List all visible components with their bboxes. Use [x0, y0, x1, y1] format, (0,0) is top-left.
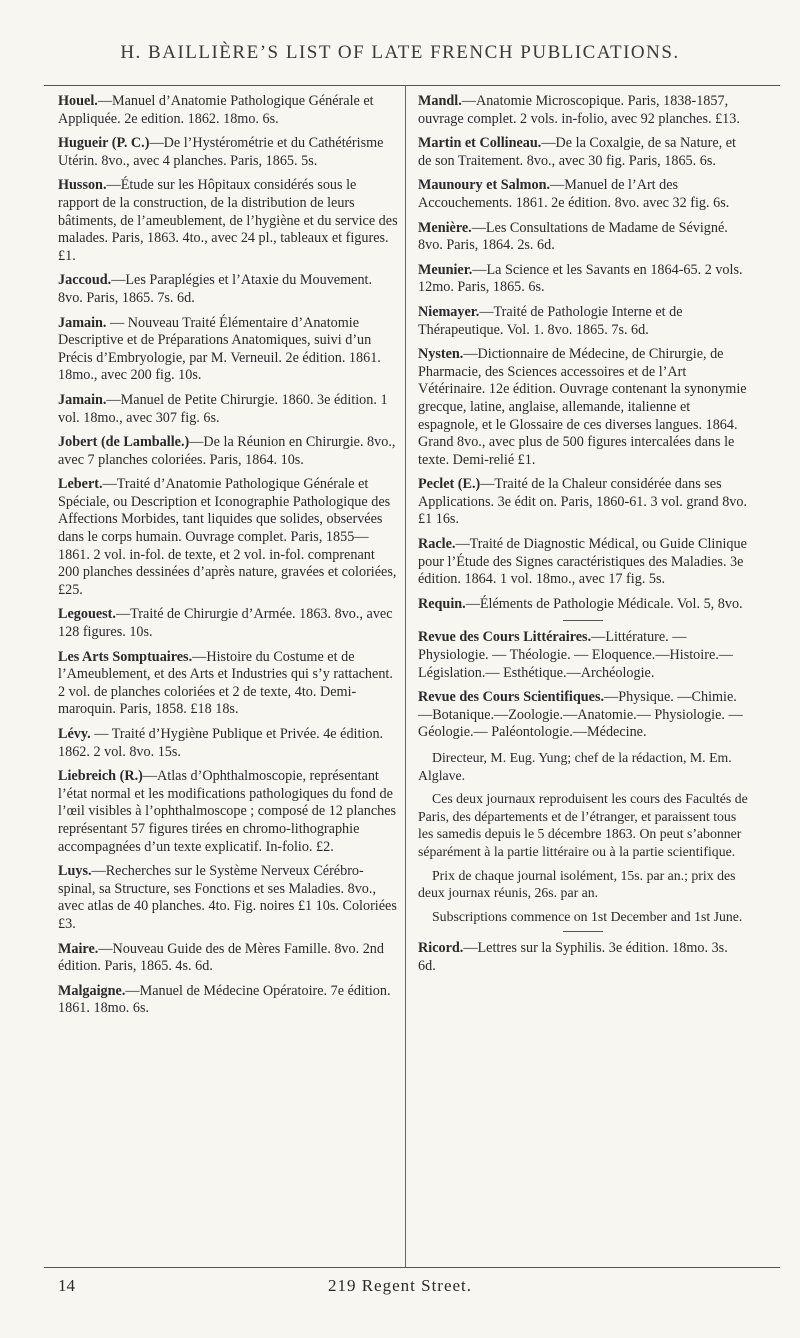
revue-note: Directeur, M. Eug. Yung; chef de la rédaction, M. Em. Alglave. — [418, 750, 732, 783]
entry-author: Luys. — [58, 863, 92, 880]
entry-description: —Manuel de Médecine Opératoire. 7e édition. 1861. 18mo. 6s. — [58, 982, 391, 1017]
catalogue-entry — [58, 726, 398, 761]
catalogue-entry — [58, 392, 398, 427]
entry-description: —Traité d’Anatomie Pathologique Générale et Spéciale, ou Description et Iconographie Pathologique des Affections Morbides, tant liquides que solides, observées dans le corps humain. Ouvrage complet. Paris, 1855—1861. 2 vol. in-fol. de texte, et 2 vol. in-fol. comprenant 200 planches dessinées d’après nature, gravées et coloriées, £25. — [58, 476, 397, 598]
section-separator — [563, 931, 603, 932]
entry-author: Menière. — [418, 219, 472, 236]
entry-description: —Histoire du Costume et de l’Ameublement, et des Arts et Industries qui s’y rattachent. 2 vol. de planches coloriées et 2 de texte, 4to. Demi-maroquin. Paris, 1858. £18 18s. — [58, 648, 393, 718]
catalogue-entry — [418, 536, 748, 589]
entry-description: —Anatomie Microscopique. Paris, 1838-1857, ouvrage complet. 2 vols. in-folio, avec 92 planches. £13. — [418, 93, 740, 127]
entry-author: Jaccoud. — [58, 272, 112, 289]
revue-note: Subscriptions commence on 1st December and 1st June. — [432, 908, 743, 924]
entry-author: Martin et Collineau. — [418, 135, 542, 152]
entry-author: Revue des Cours Littéraires. — [418, 629, 592, 646]
entry-description: —Recherches sur le Système Nerveux Cérébro-spinal, sa Structure, ses Fonctions et ses Maladies. 8vo., avec atlas de 40 planches. 4to. Fig. noires £1 10s. Coloriées £3. — [58, 863, 397, 932]
entry-description: —La Science et les Savants en 1864-65. 2 vols. 12mo. Paris, 1865. 6s. — [418, 261, 743, 296]
catalogue-entry — [418, 93, 748, 128]
entry-description: —Manuel de Petite Chirurgie. 1860. 3e édition. 1 vol. 18mo., avec 307 fig. 6s. — [58, 391, 388, 426]
entry-author: Nysten. — [418, 346, 464, 363]
entry-description: —Manuel de l’Art des Accouchements. 1861. 2e édition. 8vo. avec 32 fig. 6s. — [418, 177, 730, 211]
entry-author: Mandl. — [418, 93, 462, 109]
entry-author: Legouest. — [58, 606, 116, 623]
catalogue-entry — [58, 941, 398, 976]
entry-author: Lévy. — [58, 726, 91, 742]
entry-author: Maire. — [58, 940, 99, 957]
header-rule — [44, 85, 780, 86]
entry-description: —Étude sur les Hôpitaux considérés sous le rapport de la construction, de la distribution de leurs bâtiments, de l’ameublement, de l’hygiène et du service des malades. Paris, 1863. 4to., avec 24 pl., tableaux et figures. £1. — [58, 177, 398, 264]
entry-description: —Littérature. — Physiologie. — Théologie. — Eloquence.—Histoire.—Législation.— Esthétique.—Archéologie. — [418, 629, 733, 681]
catalogue-entry — [58, 177, 398, 265]
entry-description: — Traité d’Hygiène Publique et Privée. 4e édition. 1862. 2 vol. 8vo. 15s. — [58, 726, 384, 760]
revue-entries — [418, 629, 748, 742]
catalogue-entry — [418, 346, 748, 469]
entry-description: —Traité de la Chaleur considérée dans ses Applications. 3e édit on. Paris, 1860-61. 3 vol. grand 8vo. £1 16s. — [418, 476, 748, 528]
footer-rule — [44, 1267, 780, 1268]
entry-description: —Nouveau Guide des de Mères Famille. 8vo. 2nd édition. Paris, 1865. 4s. 6d. — [58, 940, 384, 975]
entry-description: —Physique. —Chimie.—Botanique.—Zoologie.—Anatomie.— Physiologie. — Géologie.— Paléontologie.—Médecine. — [418, 689, 743, 741]
catalogue-entry — [418, 689, 748, 742]
entry-description: —Les Paraplégies et l’Ataxie du Mouvement. 8vo. Paris, 1865. 7s. 6d. — [58, 272, 373, 306]
catalogue-entry — [58, 476, 398, 599]
entry-author: Revue des Cours Scientifiques. — [418, 689, 605, 706]
entry-author: Hugueir (P. C.) — [58, 135, 150, 152]
entry-author: Jobert (de Lamballe.) — [58, 434, 190, 451]
revue-notes — [418, 749, 748, 925]
column-divider — [405, 85, 406, 1267]
entry-author: Houel. — [58, 93, 98, 109]
entry-description: —Manuel d’Anatomie Pathologique Générale et Appliquée. 2e edition. 1862. 18mo. 6s. — [58, 93, 374, 127]
entry-description: —Dictionnaire de Médecine, de Chirurgie, de Pharmacie, des Sciences accessoires et de l’Art Vétérinaire. 12e édition. Ouvrage contenant la synonymie grecque, latine, anglaise, allemande, italienne et espagnole, et le Glossaire de ces diverses langues. 1864. Grand 8vo., avec plus de 500 figures intercalées dans le texte. Demi-relié £1. — [418, 346, 747, 468]
entry-author: Requin. — [418, 595, 466, 612]
entry-author: Meunier. — [418, 261, 473, 278]
catalogue-entry — [58, 863, 398, 933]
entry-description: —De la Réunion en Chirurgie. 8vo., avec 7 planches coloriées. Paris, 1864. 10s. — [58, 434, 396, 468]
entry-description: —Traité de Chirurgie d’Armée. 1863. 8vo., avec 128 figures. 10s. — [58, 606, 393, 641]
catalogue-entry — [418, 262, 748, 297]
entry-description: — Nouveau Traité Élémentaire d’Anatomie Descriptive et de Préparations Anatomiques, suivi d’un Précis d’Embryologie, par M. Verneuil. 2e édition. 1861. 18mo., avec 200 fig. 10s. — [58, 314, 381, 384]
entry-author: Les Arts Somptuaires. — [58, 648, 193, 665]
catalogue-entry — [58, 272, 398, 307]
entry-description: —De l’Hystérométrie et du Cathétérisme Utérin. 8vo., avec 4 planches. Paris, 1865. 5s. — [58, 135, 384, 169]
catalogue-entry — [418, 596, 748, 614]
entry-description: —Traité de Pathologie Interne et de Thérapeutique. Vol. 1. 8vo. 1865. 7s. 6d. — [418, 303, 683, 338]
catalogue-entry — [418, 135, 748, 170]
catalogue-entry — [58, 983, 398, 1018]
right-column — [418, 93, 748, 1266]
entry-author: Ricord. — [418, 940, 464, 957]
entry-description: —Les Consultations de Madame de Sévigné. 8vo. Paris, 1864. 2s. 6d. — [418, 219, 728, 254]
entry-author: Lebert. — [58, 476, 103, 493]
entry-author: Niemayer. — [418, 303, 480, 320]
entry-author: Racle. — [418, 536, 456, 553]
catalogue-entry — [418, 220, 748, 255]
catalogue-entry — [58, 649, 398, 719]
entry-author: Liebreich (R.) — [58, 768, 143, 785]
catalogue-entry — [58, 768, 398, 856]
catalogue-entry — [58, 315, 398, 385]
catalogue-entry — [58, 434, 398, 469]
entry-author: Jamain. — [58, 391, 107, 408]
entry-author: Peclet (E.) — [418, 476, 481, 493]
entry-description: —Traité de Diagnostic Médical, ou Guide Clinique pour l’Étude des Signes caractéristiques des Maladies. 3e édition. 1864. 1 vol. 18mo., avec 17 fig. 5s. — [418, 536, 747, 588]
entry-author: Malgaigne. — [58, 982, 126, 999]
entry-description: —De la Coxalgie, de sa Nature, et de son Traitement. 8vo., avec 30 fig. Paris, 1865. 6s. — [418, 135, 736, 169]
catalogue-entry — [58, 135, 398, 170]
catalogue-entry — [418, 629, 748, 682]
entry-description: —Lettres sur la Syphilis. 3e édition. 18mo. 3s. 6d. — [418, 940, 728, 974]
entry-author: Husson. — [58, 177, 107, 194]
revue-note: Ces deux journaux reproduisent les cours des Facultés de Paris, des départements et de l’étranger, et paraissent tous les samedis depuis le 5 décembre 1863. On peut s’abonner séparément à la partie littéraire ou à la partie scientifique. — [418, 791, 748, 859]
left-column — [58, 93, 398, 1266]
revue-note: Prix de chaque journal isolément, 15s. par an.; prix des deux journax réunis, 26s. par an. — [418, 867, 736, 901]
entry-author: Jamain. — [58, 314, 107, 331]
catalogue-entry — [418, 304, 748, 339]
entry-author: Maunoury et Salmon. — [418, 177, 551, 194]
page-number: 14 — [58, 1276, 75, 1295]
entry-description: —Atlas d’Ophthalmoscopie, représentant l’état normal et les modifications pathologiques du fond de l’œil visibles à l’ophthalmoscope ; composé de 12 planches représentant 57 figures tirées en chromo-lithographie accompagnées d’un texte explicatif. In-folio. £2. — [58, 768, 397, 855]
section-separator — [563, 620, 603, 621]
page-header: H. BAILLIÈRE’S LIST OF LATE FRENCH PUBLICATIONS. — [120, 42, 680, 63]
publisher-address: 219 Regent Street. — [327, 1276, 473, 1295]
catalogue-entry — [58, 93, 398, 128]
catalogue-entry — [58, 606, 398, 641]
catalogue-entry — [418, 177, 748, 212]
right-entries — [418, 93, 748, 613]
catalogue-entry — [418, 476, 748, 529]
entry-description: —Éléments de Pathologie Médicale. Vol. 5, 8vo. — [465, 595, 743, 612]
catalogue-entry-final — [418, 940, 748, 975]
